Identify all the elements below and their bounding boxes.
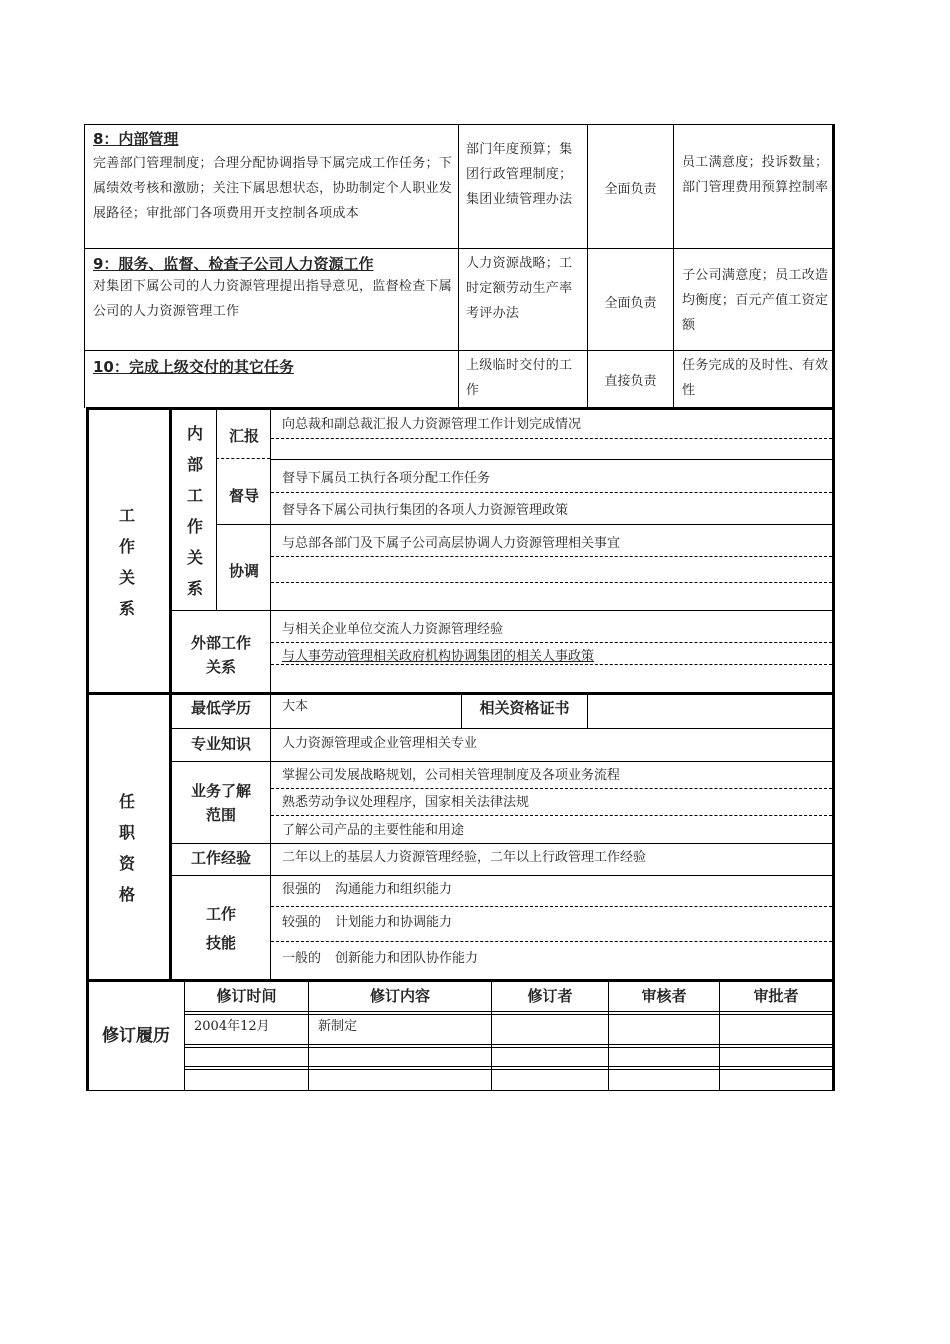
- supervise-label: 督导: [228, 487, 259, 505]
- rule: [673, 124, 674, 408]
- revision-header-content: 修订内容: [369, 987, 430, 1005]
- report-label: 汇报: [228, 427, 259, 445]
- rule: [185, 1047, 832, 1048]
- business-scope-label: [172, 779, 270, 827]
- skill-level: 一般的: [282, 951, 322, 966]
- rule: [832, 124, 835, 408]
- rule: [271, 906, 832, 907]
- rule: [185, 1044, 832, 1045]
- skills-label: [172, 900, 270, 958]
- experience-label: 工作经验: [190, 849, 251, 867]
- rule: [458, 124, 459, 408]
- rule: [185, 1069, 832, 1070]
- coordinate-item: 与总部各部门及下属子公司高层协调人力资源管理相关事宜: [282, 536, 621, 551]
- business-label-line: 业务了解: [190, 782, 251, 800]
- revision-cell: 新制定: [318, 1019, 358, 1034]
- rule: [832, 407, 835, 1091]
- skill-level: 较强的: [282, 915, 322, 930]
- rule: [270, 694, 271, 979]
- revision-history-label: 修订履历: [102, 1026, 170, 1046]
- education-value: 大本: [282, 699, 309, 714]
- duty-kpi: 任务完成的及时性、有效性: [682, 358, 829, 398]
- rule: [587, 694, 588, 728]
- duty-responsibility: 全面负责: [604, 296, 657, 311]
- revision-header-reviser: 修订者: [527, 987, 573, 1005]
- rule: [270, 409, 271, 692]
- rule: [271, 492, 832, 493]
- rule: [86, 407, 89, 1091]
- skills-label-line: 工作: [205, 905, 236, 923]
- rule: [170, 728, 832, 729]
- external-item: 与相关企业单位交流人力资源管理经验: [282, 622, 504, 637]
- experience-value: 二年以上的基层人力资源管理经验，二年以上行政管理工作经验: [282, 850, 647, 865]
- rule: [271, 459, 832, 460]
- certificate-label: 相关资格证书: [479, 699, 570, 717]
- duty-kpi: 员工满意度；投诉数量；部门管理费用预算控制率: [682, 155, 829, 195]
- internal-relations-label: 内 部 工 作 关 系: [186, 424, 203, 598]
- rule: [216, 458, 270, 459]
- rule: [170, 761, 832, 762]
- supervise-item: 督导各下属公司执行集团的各项人力资源管理政策: [282, 503, 569, 518]
- rule: [170, 875, 832, 876]
- work-relations-label: 工 作 关 系: [118, 506, 135, 618]
- report-item: 向总裁和副总裁汇报人力资源管理工作计划完成情况: [282, 417, 582, 432]
- external-item: 与人事劳动管理相关政府机构协调集团的相关人事政策: [282, 649, 595, 664]
- rule: [169, 407, 172, 981]
- rule: [170, 843, 832, 844]
- skills-label-line: 技能: [205, 934, 236, 952]
- rule: [271, 941, 832, 942]
- rule: [185, 1011, 832, 1012]
- skill-row: [282, 877, 452, 902]
- external-relations-label: [172, 631, 270, 679]
- duty-basis: 部门年度预算；集团行政管理制度；集团业绩管理办法: [466, 142, 573, 207]
- rule: [84, 248, 835, 249]
- knowledge-value: 人力资源管理或企业管理相关专业: [282, 736, 478, 751]
- rule: [271, 438, 832, 439]
- rule: [86, 979, 835, 982]
- external-label-line: 关系: [205, 658, 236, 676]
- rule: [86, 1090, 835, 1091]
- rule: [587, 124, 588, 408]
- knowledge-label: 专业知识: [190, 735, 251, 753]
- rule: [216, 409, 217, 610]
- duty-title: 9：服务、监督、检查子公司人力资源工作: [93, 255, 374, 273]
- skill-row: [282, 946, 478, 971]
- rule: [271, 556, 832, 557]
- rule: [216, 524, 832, 525]
- education-label: 最低学历: [190, 699, 251, 717]
- rule: [185, 1066, 832, 1067]
- rule: [271, 642, 832, 643]
- rule: [170, 610, 832, 611]
- duty-title: 10：完成上级交付的其它任务: [93, 358, 294, 376]
- qualifications-label: 任 职 资 格: [118, 792, 135, 904]
- skill-name: 沟通能力和组织能力: [335, 882, 453, 897]
- duty-basis: 人力资源战略；工时定额劳动生产率考评办法: [466, 256, 573, 321]
- rule: [271, 815, 832, 816]
- business-item: 了解公司产品的主要性能和用途: [282, 823, 465, 838]
- rule: [84, 124, 835, 125]
- duty-responsibility: 直接负责: [604, 374, 657, 389]
- rule: [185, 1014, 832, 1015]
- skill-level: 很强的: [282, 882, 322, 897]
- revision-header-approver: 审批者: [753, 987, 799, 1005]
- revision-cell: 2004年12月: [194, 1019, 270, 1034]
- rule: [271, 582, 832, 583]
- duty-basis: 上级临时交付的工作: [466, 358, 573, 398]
- duty-description: 完善部门管理制度；合理分配协调指导下属完成工作任务；下属绩效考核和激励；关注下属思想状态，协助制定个人职业发展路径；审批部门各项费用开支控制各项成本: [93, 156, 453, 221]
- duty-kpi: 子公司满意度；员工改造均衡度；百元产值工资定额: [682, 268, 829, 333]
- rule: [271, 664, 832, 665]
- business-item: 熟悉劳动争议处理程序，国家相关法律法规: [282, 795, 530, 810]
- business-label-line: 范围: [205, 806, 236, 824]
- duty-description: 对集团下属公司的人力资源管理提出指导意见，监督检查下属公司的人力资源管理工作: [93, 279, 453, 319]
- rule: [86, 407, 835, 410]
- rule: [84, 124, 85, 408]
- revision-header-reviewer: 审核者: [641, 987, 687, 1005]
- coordinate-label: 协调: [228, 562, 259, 580]
- skill-name: 计划能力和协调能力: [335, 915, 453, 930]
- rule: [84, 350, 835, 351]
- skill-row: [282, 910, 452, 935]
- supervise-item: 督导下属员工执行各项分配工作任务: [282, 471, 491, 486]
- revision-header-date: 修订时间: [216, 987, 277, 1005]
- duty-responsibility: 全面负责: [604, 182, 657, 197]
- rule: [271, 788, 832, 789]
- skill-name: 创新能力和团队协作能力: [335, 951, 479, 966]
- external-label-line: 外部工作: [190, 634, 251, 652]
- duty-title: 8：内部管理: [93, 130, 179, 148]
- business-item: 掌握公司发展战略规划，公司相关管理制度及各项业务流程: [282, 768, 621, 783]
